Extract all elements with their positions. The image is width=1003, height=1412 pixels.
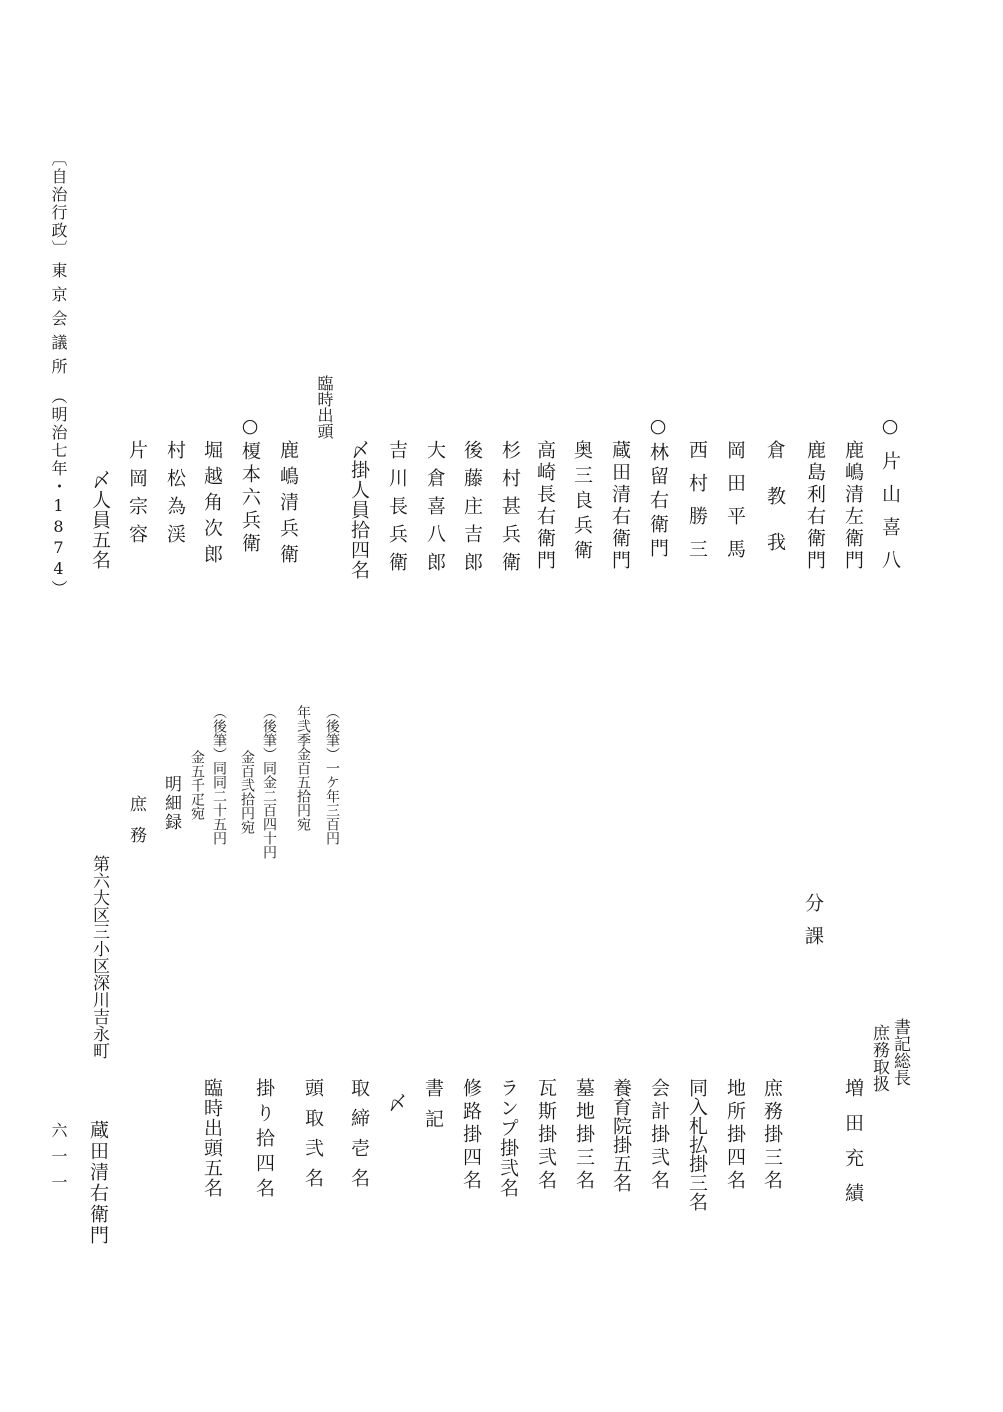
member-name: 鹿嶋清兵衛 [277,440,299,570]
member-name: 高崎長右衛門 [534,440,556,572]
section-label: 〔自治行政〕 [49,150,68,258]
member-name: 吉川長兵衛 [386,440,408,580]
section-item: 墓地掛三名 [573,1078,595,1193]
note-line: （後筆）同金二百四十円 [261,705,277,859]
member-name: 蔵田清右衛門 [609,440,631,572]
section-item: 頭取弐名 [302,1078,324,1198]
note-line: 明細録 [161,775,181,832]
member-name: 倉 教 我 [764,440,786,555]
member-name: ○榎本六兵衛 [239,415,261,556]
section-item: 庶務掛三名 [761,1078,783,1193]
section-item: 会計掛弐名 [648,1078,670,1193]
member-name: 片岡宗容 [126,440,148,552]
section-item: 臨時出頭五名 [201,1078,223,1198]
member-name: 堀越角次郎 [201,440,223,570]
member-name: 岡田平馬 [724,440,746,572]
member-name: ○林留右衛門 [647,415,669,562]
section-item: 瓦斯掛弐名 [535,1078,557,1193]
note-line: 年弐季金百五拾円宛 [295,705,311,831]
era-label: （明治七年・1874） [49,388,68,598]
section-item: 書記 [422,1078,444,1140]
member-count: 〆人員五名 [89,470,111,570]
section-item: 〆 [385,1093,407,1115]
addressee: 蔵田清右衛門 [87,1120,109,1246]
member-name: 後藤庄吉郎 [461,440,483,580]
member-name: 村松為渓 [164,440,186,552]
section-item: 養育院掛五名 [610,1078,632,1192]
note-line: 金五千疋宛 [189,750,205,820]
member-name: 鹿嶋清左衛門 [842,440,864,572]
section-item: 修路掛四名 [460,1078,482,1193]
page-title: 東京会議所 [49,262,68,382]
member-count: 〆掛人員拾四名 [348,440,370,580]
section-item: 取締壱名 [348,1078,370,1198]
shoki-name: 増田充績 [842,1078,864,1218]
section-item: 掛り拾四名 [253,1078,275,1203]
note-line: （後筆）同同二十五円 [211,705,227,845]
section-item: 同入札払掛三名 [686,1078,708,1211]
member-name: 鹿島利右衛門 [804,440,826,572]
address: 第六大区三小区深川吉永町 [89,855,109,1059]
member-name: 大倉喜八郎 [424,440,446,580]
member-name: 奥三良兵衛 [571,440,593,565]
member-name: ○片山喜八 [879,415,901,583]
shoki-title: 書記総長 [890,1018,910,1086]
note-line: 金百弐拾円宛 [239,750,255,834]
rinji-label: 臨時出頭 [315,375,334,439]
section-item: ランプ掛弐名 [497,1078,519,1198]
member-name: 西村勝三 [686,440,708,572]
section-item: 地所掛四名 [724,1078,746,1193]
note-line: （後筆）一ケ年三百円 [324,705,340,845]
page-number: 六一一 [49,1122,68,1200]
member-name: 杉村甚兵衛 [499,440,521,580]
bunka-label: 分課 [802,893,824,959]
shoki-title: 庶務取扱 [869,1024,889,1092]
note-line: 庶務 [126,795,146,857]
